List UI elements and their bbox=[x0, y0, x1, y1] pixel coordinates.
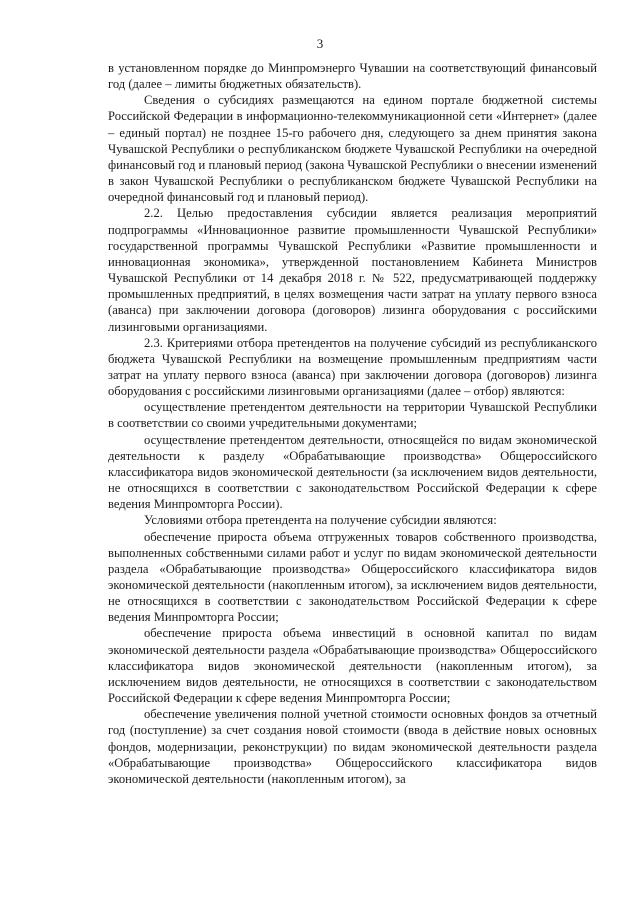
page-number: 3 bbox=[316, 36, 324, 51]
paragraph-2-2-purpose: 2.2. Целью предоставления субсидии является реализация мероприятий подпрограммы «Инновационное развитие промышленности Чувашской Республики» государственной программы Чувашской Республики «Развитие промышленности и инновационная экономика», утвержденной постановлением Кабинета Министров Чувашской Республики от 14 декабря 2018 г. № 522, предусматривающей поддержку промышленных предприятий, в целях возмещения части затрат на уплату первого взноса (аванса) при заключении договора (договоров) лизинга оборудования с российскими лизинговыми организациями. bbox=[108, 206, 597, 334]
paragraph-conditions-heading: Условиями отбора претендента на получение субсидии являются: bbox=[144, 513, 497, 528]
paragraph-2-3-criteria: 2.3. Критериями отбора претендентов на получение субсидий из республиканского бюджета Чувашской Республики на возмещение промышленным предприятиям части затрат на уплату первого взноса (аванса) при заключении договора (договоров) лизинга оборудования с российскими лизинговыми организациями (далее – отбор) являются: bbox=[108, 335, 597, 399]
paragraph-condition-fixed-assets: обеспечение увеличения полной учетной стоимости основных фондов за отчетный год (поступление) за счет создания новой стоимости (ввода в действие новых основных фондов, модернизации, реконструкции) по видам экономической деятельности раздела «Обрабатывающие производства» Общероссийского классификатора видов экономической деятельности (накопленным итогом), за bbox=[108, 707, 597, 786]
document-body bbox=[108, 60, 597, 787]
paragraph-budget-limits: в установленном порядке до Минпромэнерго Чувашии на соответствующий финансовый год (далее – лимиты бюджетных обязательств). bbox=[108, 61, 597, 92]
paragraph-condition-shipped-goods: обеспечение прироста объема отгруженных товаров собственного производства, выполненных собственными силами работ и услуг по видам экономической деятельности раздела «Обрабатывающие производства» Общероссийского классификатора видов экономической деятельности (накопленным итогом), за исключением видов деятельности, не относящихся в соответствии с законодательством Российской Федерации к сфере ведения Минпромторга России; bbox=[108, 529, 597, 625]
paragraph-subsidy-info-portal: Сведения о субсидиях размещаются на едином портале бюджетной системы Российской Федерации в информационно-телекоммуникационной сети «Интернет» (далее – единый портал) не позднее 15-го рабочего дня, следующего за днем принятия закона Чувашской Республики о республиканском бюджете Чувашской Республики на очередной финансовый год и плановый период (закона Чувашской Республики о внесении изменений в закон Чувашской Республики о республиканском бюджете Чувашской Республики на очередной финансовый год и плановый период). bbox=[108, 93, 597, 205]
paragraph-criterion-territory: осуществление претендентом деятельности на территории Чувашской Республики в соответствии со своими учредительными документами; bbox=[108, 400, 597, 431]
paragraph-criterion-activity: осуществление претендентом деятельности, относящейся по видам экономической деятельности к разделу «Обрабатывающие производства» Общероссийского классификатора видов экономической деятельности (за исключением видов деятельности, не относящихся в соответствии с законодательством Российской Федерации к сфере ведения Минпромторга России). bbox=[108, 432, 597, 512]
paragraph-condition-investments: обеспечение прироста объема инвестиций в основной капитал по видам экономической деятельности раздела «Обрабатывающие производства» Общероссийского классификатора видов экономической деятельности (накопленным итогом), за исключением видов деятельности, не относящихся в соответствии с законодательством Российской Федерации к сфере ведения Минпромторга России; bbox=[108, 626, 597, 706]
